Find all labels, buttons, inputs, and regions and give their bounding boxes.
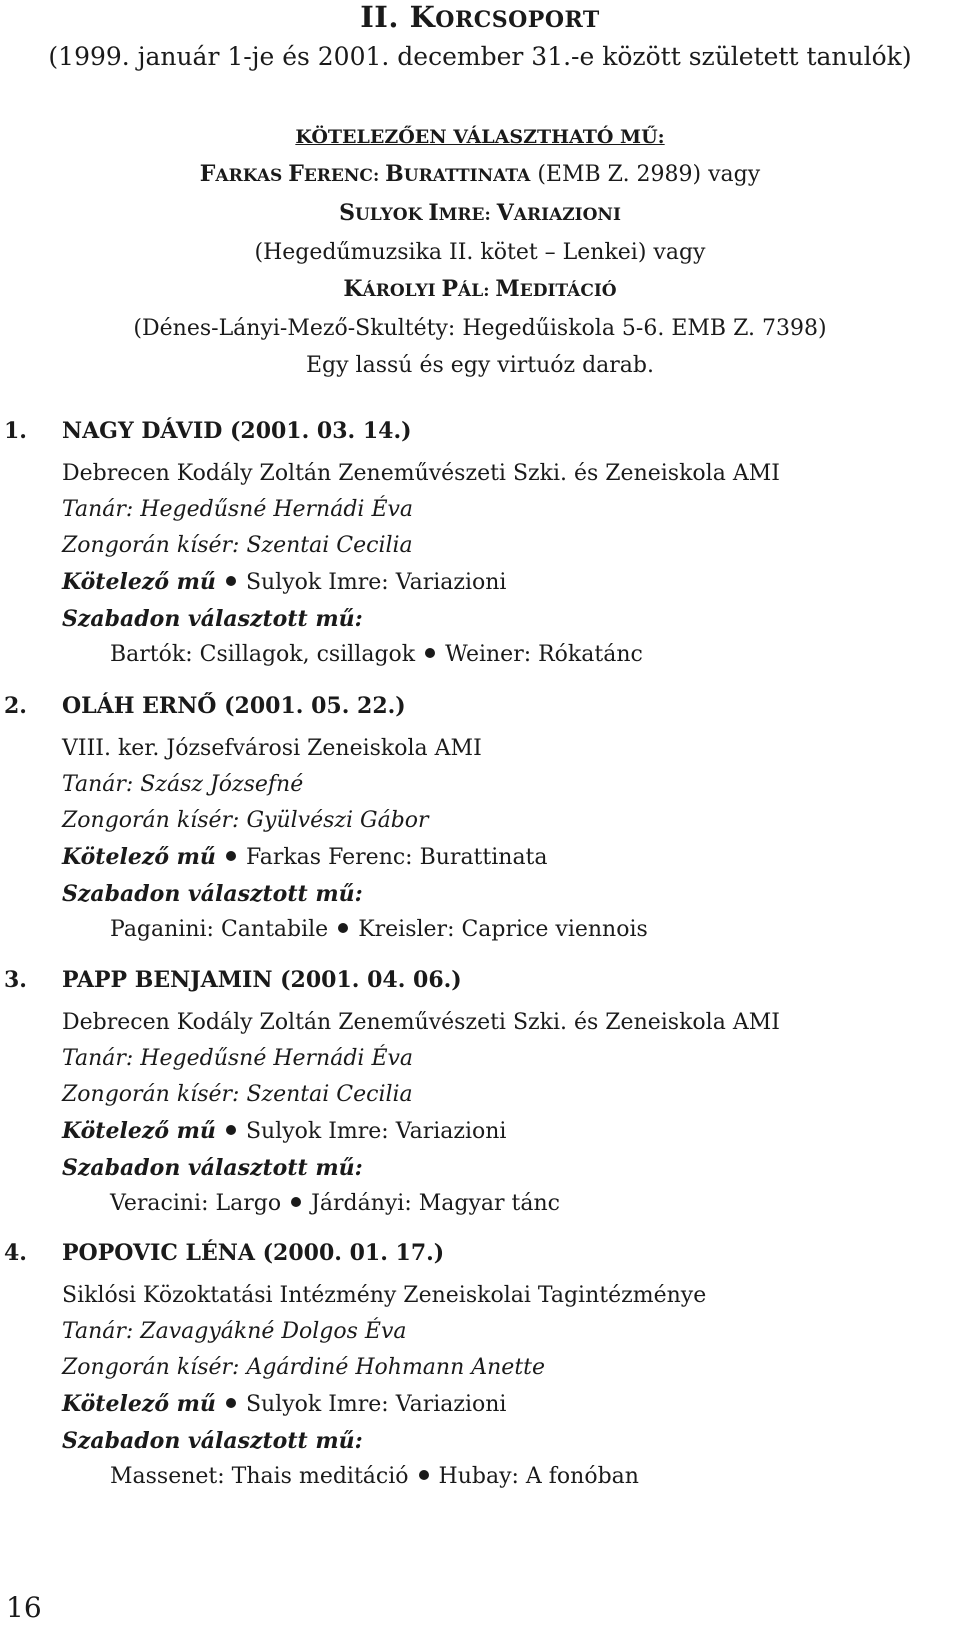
free-piece-2: Weiner: Rókatánc [445, 642, 643, 667]
req3-p2: P [441, 276, 459, 302]
req3-p0: K [343, 276, 363, 302]
required-item-3-detail: (Dénes-Lányi-Mező-Skultéty: Hegedűiskola 5-6. EMB Z. 7398) [133, 316, 827, 341]
entry-teacher [62, 492, 960, 528]
entry-school: Debrecen Kodály Zoltán Zeneművészeti Szki. és Zeneiskola AMI [62, 1010, 780, 1035]
bullet-icon [338, 923, 348, 933]
entry-required-piece [62, 564, 960, 601]
free-piece-label: Szabadon választott mű: [62, 1155, 363, 1181]
free-piece-2: Kreisler: Caprice viennois [358, 917, 648, 942]
entry-teacher [62, 767, 960, 803]
required-piece-label: Kötelező mű [62, 1118, 216, 1144]
req3-p5: EDITÁCIÓ [519, 281, 617, 301]
required-piece: Sulyok Imre: Variazioni [245, 1392, 507, 1417]
free-piece-2: Járdányi: Magyar tánc [311, 1191, 560, 1216]
entry-free-pieces [110, 1186, 960, 1222]
required-item-3 [0, 271, 960, 310]
teacher-name: Hegedűsné Hernádi Éva [140, 497, 414, 522]
required-heading: KÖTELEZŐEN VÁLASZTHATÓ MŰ: [295, 126, 665, 148]
entry-head [0, 418, 960, 456]
entry-school: Debrecen Kodály Zoltán Zeneművészeti Szki. és Zeneiskola AMI [62, 461, 780, 486]
page-subtitle: (1999. január 1-je és 2001. december 31.-e között született tanulók) [48, 42, 912, 71]
teacher-label: Tanár: [62, 1046, 134, 1071]
entry-number: 2. [4, 693, 27, 719]
bullet-icon [226, 851, 236, 861]
entry-name: POPOVIC LÉNA (2000. 01. 17.) [62, 1240, 445, 1266]
teacher-label: Tanár: [62, 772, 134, 797]
required-note: Egy lassú és egy virtuóz darab. [305, 353, 654, 378]
entry-1 [0, 418, 960, 673]
entry-head [0, 967, 960, 1005]
bullet-icon [226, 1398, 236, 1408]
bullet-icon [291, 1197, 301, 1207]
req2-p2: I [428, 200, 439, 226]
entry-2 [0, 693, 960, 948]
entry-number: 1. [4, 418, 27, 444]
entry-accompanist [62, 528, 960, 564]
accompanist-name: Gyülvészi Gábor [246, 808, 429, 833]
teacher-name: Hegedűsné Hernádi Éva [140, 1046, 414, 1071]
req2-p3: MRE: [438, 205, 497, 225]
req1-p1: ARKAS [215, 166, 289, 186]
page-title [0, 0, 960, 34]
entry-3 [0, 967, 960, 1222]
required-heading-line [0, 118, 960, 156]
entry-required-piece [62, 839, 960, 876]
entry-free-pieces [110, 1459, 960, 1495]
entry-name: NAGY DÁVID (2001. 03. 14.) [62, 418, 412, 444]
req2-p1: ULYOK [354, 205, 429, 225]
free-piece-label: Szabadon választott mű: [62, 881, 363, 907]
entry-required-piece [62, 1113, 960, 1150]
page-number: 16 [6, 1591, 42, 1624]
accompanist-label: Zongorán kísér: [62, 1355, 240, 1380]
required-piece-label: Kötelező mű [62, 1391, 216, 1417]
entry-head [0, 1240, 960, 1278]
title-roman: II. [360, 0, 399, 34]
required-piece: Sulyok Imre: Variazioni [245, 570, 507, 595]
accompanist-label: Zongorán kísér: [62, 1082, 240, 1107]
required-item-2-detail: (Hegedűmuzsika II. kötet – Lenkei) vagy [254, 240, 706, 265]
entry-accompanist [62, 803, 960, 839]
teacher-name: Zavagyákné Dolgos Éva [140, 1319, 407, 1344]
req1-p0: F [199, 161, 216, 187]
free-piece-1: Massenet: Thais meditáció [110, 1464, 409, 1489]
entry-school: Siklósi Közoktatási Intézmény Zeneiskolai Tagintézménye [62, 1283, 707, 1308]
bullet-icon [226, 576, 236, 586]
req3-p1: ÁROLYI [362, 281, 442, 301]
entry-head [0, 693, 960, 731]
free-piece-1: Paganini: Cantabile [110, 917, 329, 942]
entry-free-pieces [110, 637, 960, 673]
entry-school: VIII. ker. Józsefvárosi Zeneiskola AMI [62, 736, 482, 761]
required-pieces-block [0, 118, 960, 384]
free-piece-1: Bartók: Csillagok, csillagok [110, 642, 416, 667]
entry-teacher [62, 1314, 960, 1350]
free-piece-label: Szabadon választott mű: [62, 606, 363, 632]
entry-number: 4. [4, 1240, 27, 1266]
req1-p2: F [288, 161, 304, 187]
accompanist-name: Szentai Cecilia [246, 1082, 413, 1107]
required-piece: Sulyok Imre: Variazioni [245, 1119, 507, 1144]
accompanist-label: Zongorán kísér: [62, 808, 240, 833]
entry-accompanist [62, 1077, 960, 1113]
entry-free-pieces [110, 912, 960, 948]
teacher-label: Tanár: [62, 497, 134, 522]
free-piece-label: Szabadon választott mű: [62, 1428, 363, 1454]
req1-p4: B [385, 161, 404, 187]
bullet-icon [226, 1125, 236, 1135]
free-piece-1: Veracini: Largo [110, 1191, 282, 1216]
entry-accompanist [62, 1350, 960, 1386]
entry-name: OLÁH ERNŐ (2001. 05. 22.) [62, 693, 406, 719]
entry-4 [0, 1240, 960, 1495]
req3-p4: M [495, 276, 520, 302]
entry-name: PAPP BENJAMIN (2001. 04. 06.) [62, 967, 462, 993]
req3-p3: ÁL: [458, 281, 496, 301]
accompanist-label: Zongorán kísér: [62, 533, 240, 558]
required-item-1 [0, 156, 960, 195]
req2-p4: V [496, 200, 514, 226]
entry-teacher [62, 1041, 960, 1077]
required-piece-label: Kötelező mű [62, 569, 216, 595]
required-piece-label: Kötelező mű [62, 844, 216, 870]
bullet-icon [425, 648, 435, 658]
title-initial: K [409, 0, 436, 34]
teacher-name: Szász Józsefné [140, 772, 304, 797]
req1-p3: ERENC: [303, 166, 386, 186]
required-piece: Farkas Ferenc: Burattinata [245, 845, 548, 870]
req1-detail: (EMB Z. 2989) vagy [530, 162, 761, 187]
req2-p5: ARIAZIONI [513, 205, 621, 225]
entry-number: 3. [4, 967, 27, 993]
req1-p5: URATTINATA [403, 166, 531, 186]
required-item-2 [0, 195, 960, 234]
req2-p0: S [339, 200, 355, 226]
title-rest: ORCSOPORT [435, 7, 600, 33]
teacher-label: Tanár: [62, 1319, 134, 1344]
bullet-icon [419, 1470, 429, 1480]
accompanist-name: Szentai Cecilia [246, 533, 413, 558]
entry-required-piece [62, 1386, 960, 1423]
free-piece-2: Hubay: A fonóban [438, 1464, 639, 1489]
accompanist-name: Agárdiné Hohmann Anette [246, 1355, 546, 1380]
